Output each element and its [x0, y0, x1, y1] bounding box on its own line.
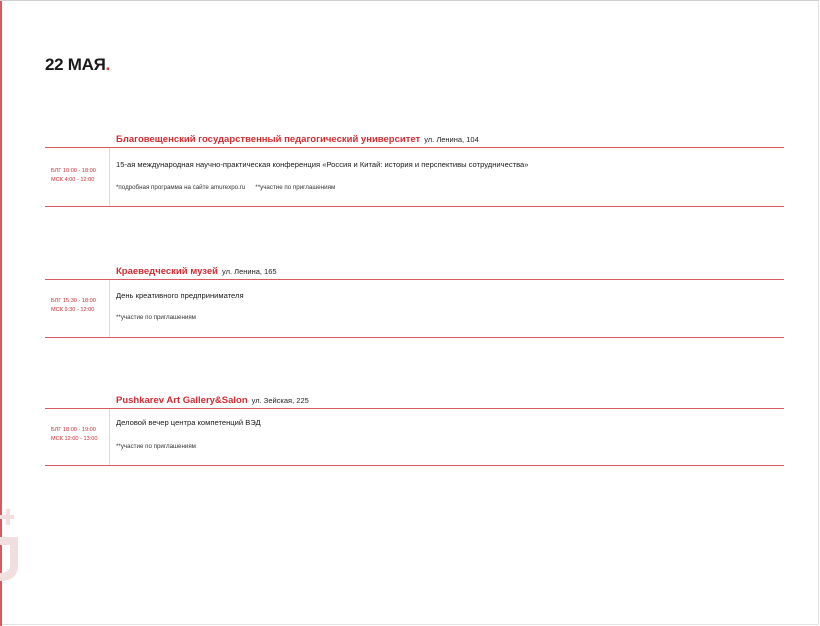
date-dot: .: [105, 55, 110, 74]
date-heading: [45, 55, 110, 75]
event-times: [51, 297, 96, 315]
note-program: *подробная программа на сайте amurexpo.ru: [116, 184, 246, 191]
partial-logo-icon: [0, 509, 22, 589]
rule-top: [45, 408, 784, 409]
event-notes: [116, 443, 196, 450]
time-msk: МСК 9:30 - 12:00: [51, 307, 95, 313]
time-blg: БЛГ 10:00 - 18:00: [51, 168, 96, 174]
rule-bottom: [45, 337, 784, 338]
rule-top: [45, 279, 784, 280]
event-block: [45, 131, 784, 209]
venue-address: ул. Зейская, 225: [251, 396, 309, 405]
venue-line: [116, 263, 277, 279]
event-block: [45, 263, 784, 341]
event-notes: [116, 314, 196, 321]
column-divider: [109, 280, 110, 337]
time-blg: БЛГ 18:00 - 19:00: [51, 427, 96, 433]
event-times: [51, 426, 97, 444]
rule-bottom: [45, 465, 784, 466]
note-invite: **участие по приглашениям: [116, 443, 196, 450]
event-notes: [116, 184, 335, 191]
rule-top: [45, 147, 784, 148]
column-divider: [109, 409, 110, 466]
venue-line: [116, 392, 309, 408]
event-title: Деловой вечер центра компетенций ВЭД: [116, 418, 261, 427]
event-title: День креативного предпринимателя: [116, 291, 244, 300]
time-blg: БЛГ 15:30 - 18:00: [51, 298, 96, 304]
rule-bottom: [45, 206, 784, 207]
column-divider: [109, 148, 110, 206]
venue-name: Краеведческий музей: [116, 266, 219, 277]
note-invite: **участие по приглашениям: [255, 184, 336, 191]
venue-address: ул. Ленина, 104: [424, 135, 479, 144]
event-block: [45, 392, 784, 470]
venue-name: Pushkarev Art Gallery&Salon: [116, 395, 248, 406]
event-times: [51, 167, 96, 185]
note-invite: **участие по приглашениям: [116, 314, 196, 321]
venue-name: Благовещенский государственный педагогический университет: [116, 134, 421, 145]
venue-line: [116, 131, 479, 147]
time-msk: МСК 4:00 - 12:00: [51, 177, 95, 183]
time-msk: МСК 12:00 - 13:00: [51, 436, 98, 442]
venue-address: ул. Ленина, 165: [222, 267, 277, 276]
date-text: 22 МАЯ: [45, 55, 106, 74]
event-title: 15-ая международная научно-практическая конференция «Россия и Китай: история и перспективы сотрудничества»: [116, 160, 529, 169]
